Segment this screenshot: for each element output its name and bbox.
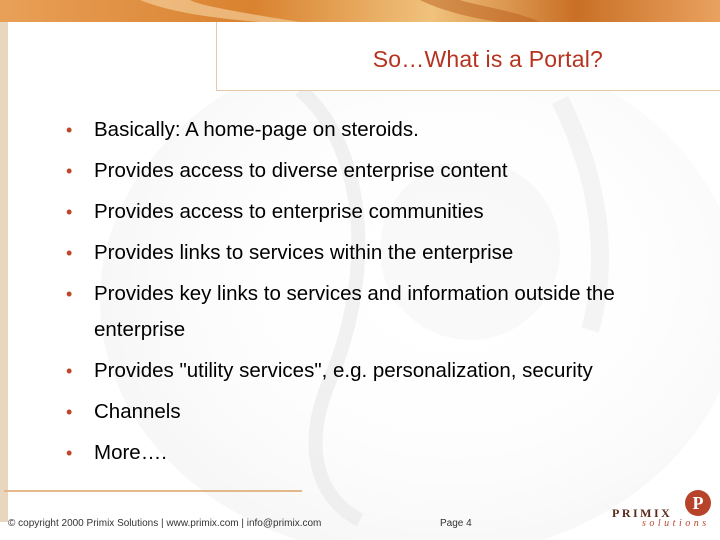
bullet-dot-icon: •	[66, 361, 73, 381]
bullet-text: Channels	[94, 400, 181, 423]
bullet-text: Provides key links to services and information outside the enterprise	[94, 282, 615, 341]
bullet-text: Basically: A home-page on steroids.	[94, 118, 419, 141]
bullet-item	[64, 435, 644, 471]
bullet-list	[64, 112, 644, 476]
bullet-item	[64, 276, 644, 348]
bullet-text: Provides links to services within the enterprise	[94, 241, 514, 264]
bullet-dot-icon: •	[66, 202, 73, 222]
logo-wordmark: PRIMIX	[612, 506, 673, 520]
bullet-item	[64, 153, 644, 189]
bullet-item	[64, 394, 644, 430]
bullet-text: Provides access to diverse enterprise content	[94, 159, 508, 182]
bullet-text: Provides "utility services", e.g. personalization, security	[94, 359, 593, 382]
bullet-item	[64, 112, 644, 148]
bullet-dot-icon: •	[66, 161, 73, 181]
primix-logo	[608, 490, 714, 532]
bullet-text: Provides access to enterprise communities	[94, 200, 484, 223]
bullet-dot-icon: •	[66, 243, 73, 263]
bullet-dot-icon: •	[66, 284, 73, 304]
left-accent-rule	[0, 22, 8, 522]
footer-divider	[4, 490, 302, 492]
logo-tagline: solutions	[642, 518, 710, 529]
bullet-item	[64, 353, 644, 389]
bullet-text: More….	[94, 441, 167, 464]
logo-letter-icon: P	[685, 490, 711, 516]
title-box	[216, 22, 720, 91]
page-number: Page 4	[440, 518, 472, 529]
bullet-dot-icon: •	[66, 443, 73, 463]
bullet-dot-icon: •	[66, 402, 73, 422]
bullet-item	[64, 194, 644, 230]
slide-title: So…What is a Portal?	[372, 46, 603, 72]
bullet-dot-icon: •	[66, 120, 73, 140]
footer-copyright: © copyright 2000 Primix Solutions | www.primix.com | info@primix.com	[8, 518, 322, 529]
bullet-item	[64, 235, 644, 271]
